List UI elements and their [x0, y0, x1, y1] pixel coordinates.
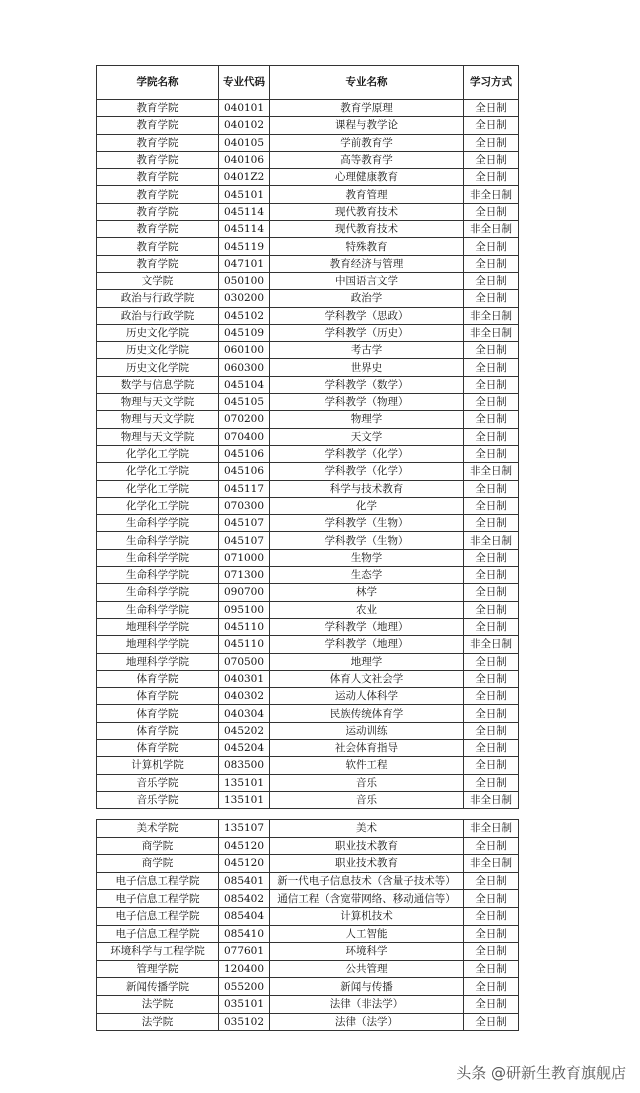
- study-mode-cell: 全日制: [464, 203, 519, 220]
- study-mode-cell: 非全日制: [464, 324, 519, 341]
- college-cell: 地理科学学院: [97, 653, 219, 670]
- study-mode-cell: 全日制: [464, 1013, 519, 1031]
- table-row: [97, 688, 519, 705]
- study-mode-cell: 全日制: [464, 872, 519, 890]
- table-row: [97, 722, 519, 739]
- study-mode-cell: 全日制: [464, 272, 519, 289]
- major-code-cell: 040301: [219, 670, 270, 687]
- major-code-cell: 040102: [219, 117, 270, 134]
- college-cell: 电子信息工程学院: [97, 890, 219, 908]
- college-cell: 化学化工学院: [97, 445, 219, 462]
- college-cell: 物理与天文学院: [97, 428, 219, 445]
- major-code-cell: 045120: [219, 855, 270, 873]
- major-name-cell: 运动训练: [270, 722, 464, 739]
- major-name-cell: 民族传统体育学: [270, 705, 464, 722]
- major-code-cell: 085401: [219, 872, 270, 890]
- table-row: [97, 255, 519, 272]
- major-name-cell: 软件工程: [270, 757, 464, 774]
- study-mode-cell: 全日制: [464, 960, 519, 978]
- study-mode-cell: 全日制: [464, 445, 519, 462]
- table-row: [97, 290, 519, 307]
- table-row: [97, 739, 519, 756]
- study-mode-cell: 全日制: [464, 757, 519, 774]
- major-name-cell: 法律（非法学）: [270, 995, 464, 1013]
- table-row: [97, 515, 519, 532]
- table-row: [97, 272, 519, 289]
- major-code-cell: 045107: [219, 532, 270, 549]
- major-name-cell: 职业技术教育: [270, 855, 464, 873]
- college-cell: 生命科学学院: [97, 601, 219, 618]
- table-header-row: [97, 66, 519, 100]
- major-code-cell: 055200: [219, 978, 270, 996]
- table-row: [97, 925, 519, 943]
- table-row: [97, 584, 519, 601]
- major-name-cell: 音乐: [270, 791, 464, 808]
- header-major-name: 专业名称: [270, 66, 464, 100]
- college-cell: 数学与信息学院: [97, 376, 219, 393]
- college-cell: 音乐学院: [97, 774, 219, 791]
- table-row: [97, 411, 519, 428]
- table-row: [97, 1013, 519, 1031]
- table-row: [97, 203, 519, 220]
- table-row: [97, 532, 519, 549]
- table-row: [97, 636, 519, 653]
- college-cell: 化学化工学院: [97, 463, 219, 480]
- table-row: [97, 394, 519, 411]
- header-college: 学院名称: [97, 66, 219, 100]
- major-code-cell: 085404: [219, 907, 270, 925]
- college-cell: 法学院: [97, 995, 219, 1013]
- college-cell: 教育学院: [97, 255, 219, 272]
- college-cell: 美术学院: [97, 820, 219, 838]
- college-cell: 化学化工学院: [97, 497, 219, 514]
- college-cell: 体育学院: [97, 739, 219, 756]
- major-code-cell: 045202: [219, 722, 270, 739]
- table-row: [97, 480, 519, 497]
- college-cell: 教育学院: [97, 117, 219, 134]
- major-name-cell: 学科教学（生物）: [270, 532, 464, 549]
- table-row: [97, 705, 519, 722]
- major-name-cell: 学前教育学: [270, 134, 464, 151]
- study-mode-cell: 全日制: [464, 837, 519, 855]
- major-name-cell: 学科教学（思政）: [270, 307, 464, 324]
- college-cell: 法学院: [97, 1013, 219, 1031]
- college-cell: 计算机学院: [97, 757, 219, 774]
- major-name-cell: 学科教学（地理）: [270, 618, 464, 635]
- major-name-cell: 环境科学: [270, 943, 464, 961]
- major-name-cell: 通信工程（含宽带网络、移动通信等）: [270, 890, 464, 908]
- table-row: [97, 618, 519, 635]
- major-name-cell: 法律（法学）: [270, 1013, 464, 1031]
- major-name-cell: 中国语言文学: [270, 272, 464, 289]
- table-row: [97, 978, 519, 996]
- study-mode-cell: 非全日制: [464, 820, 519, 838]
- major-name-cell: 公共管理: [270, 960, 464, 978]
- study-mode-cell: 全日制: [464, 907, 519, 925]
- table-row: [97, 342, 519, 359]
- study-mode-cell: 全日制: [464, 238, 519, 255]
- major-code-cell: 060300: [219, 359, 270, 376]
- table-row: [97, 117, 519, 134]
- college-cell: 教育学院: [97, 151, 219, 168]
- table-row: [97, 428, 519, 445]
- table-row: [97, 757, 519, 774]
- study-mode-cell: 全日制: [464, 722, 519, 739]
- college-cell: 商学院: [97, 837, 219, 855]
- major-name-cell: 职业技术教育: [270, 837, 464, 855]
- major-code-cell: 070500: [219, 653, 270, 670]
- major-code-cell: 045110: [219, 618, 270, 635]
- study-mode-cell: 全日制: [464, 925, 519, 943]
- major-code-cell: 045106: [219, 445, 270, 462]
- major-name-cell: 教育管理: [270, 186, 464, 203]
- study-mode-cell: 全日制: [464, 978, 519, 996]
- major-name-cell: 生态学: [270, 567, 464, 584]
- major-code-cell: 071000: [219, 549, 270, 566]
- major-code-cell: 045107: [219, 515, 270, 532]
- study-mode-cell: 全日制: [464, 359, 519, 376]
- major-code-cell: 077601: [219, 943, 270, 961]
- study-mode-cell: 全日制: [464, 995, 519, 1013]
- majors-table-part1: [96, 65, 519, 809]
- table-row: [97, 100, 519, 117]
- major-name-cell: 计算机技术: [270, 907, 464, 925]
- major-name-cell: 课程与教学论: [270, 117, 464, 134]
- study-mode-cell: 全日制: [464, 411, 519, 428]
- table-row: [97, 601, 519, 618]
- table-row: [97, 134, 519, 151]
- major-name-cell: 新一代电子信息技术（含量子技术等）: [270, 872, 464, 890]
- college-cell: 管理学院: [97, 960, 219, 978]
- study-mode-cell: 非全日制: [464, 463, 519, 480]
- college-cell: 教育学院: [97, 238, 219, 255]
- major-name-cell: 化学: [270, 497, 464, 514]
- major-name-cell: 现代教育技术: [270, 203, 464, 220]
- major-name-cell: 学科教学（化学）: [270, 463, 464, 480]
- college-cell: 教育学院: [97, 221, 219, 238]
- study-mode-cell: 全日制: [464, 618, 519, 635]
- major-code-cell: 040302: [219, 688, 270, 705]
- college-cell: 教育学院: [97, 100, 219, 117]
- college-cell: 政治与行政学院: [97, 307, 219, 324]
- study-mode-cell: 全日制: [464, 394, 519, 411]
- major-code-cell: 070400: [219, 428, 270, 445]
- table-row: [97, 943, 519, 961]
- major-code-cell: 070300: [219, 497, 270, 514]
- study-mode-cell: 全日制: [464, 549, 519, 566]
- table-row: [97, 221, 519, 238]
- major-name-cell: 新闻与传播: [270, 978, 464, 996]
- watermark-text: 头条 @研新生教育旗舰店: [456, 1064, 626, 1082]
- college-cell: 文学院: [97, 272, 219, 289]
- study-mode-cell: 全日制: [464, 653, 519, 670]
- majors-table-part2: [96, 819, 519, 1031]
- table-row: [97, 995, 519, 1013]
- major-code-cell: 083500: [219, 757, 270, 774]
- study-mode-cell: 非全日制: [464, 791, 519, 808]
- table-row: [97, 463, 519, 480]
- study-mode-cell: 全日制: [464, 376, 519, 393]
- study-mode-cell: 全日制: [464, 342, 519, 359]
- major-name-cell: 学科教学（数学）: [270, 376, 464, 393]
- study-mode-cell: 全日制: [464, 428, 519, 445]
- major-name-cell: 考古学: [270, 342, 464, 359]
- college-cell: 物理与天文学院: [97, 411, 219, 428]
- college-cell: 体育学院: [97, 705, 219, 722]
- table-row: [97, 359, 519, 376]
- table-row: [97, 497, 519, 514]
- table-row: [97, 872, 519, 890]
- study-mode-cell: 全日制: [464, 601, 519, 618]
- study-mode-cell: 全日制: [464, 497, 519, 514]
- table-row: [97, 445, 519, 462]
- college-cell: 生命科学学院: [97, 549, 219, 566]
- major-code-cell: 045102: [219, 307, 270, 324]
- major-code-cell: 045101: [219, 186, 270, 203]
- major-code-cell: 045114: [219, 203, 270, 220]
- major-name-cell: 学科教学（化学）: [270, 445, 464, 462]
- major-name-cell: 政治学: [270, 290, 464, 307]
- table-row: [97, 820, 519, 838]
- college-cell: 新闻传播学院: [97, 978, 219, 996]
- major-name-cell: 地理学: [270, 653, 464, 670]
- header-study-mode: 学习方式: [464, 66, 519, 100]
- college-cell: 电子信息工程学院: [97, 925, 219, 943]
- college-cell: 体育学院: [97, 722, 219, 739]
- college-cell: 生命科学学院: [97, 584, 219, 601]
- major-code-cell: 071300: [219, 567, 270, 584]
- major-code-cell: 035102: [219, 1013, 270, 1031]
- study-mode-cell: 全日制: [464, 480, 519, 497]
- table-row: [97, 960, 519, 978]
- header-major-code: 专业代码: [219, 66, 270, 100]
- major-name-cell: 音乐: [270, 774, 464, 791]
- study-mode-cell: 全日制: [464, 774, 519, 791]
- table-row: [97, 653, 519, 670]
- table-row: [97, 567, 519, 584]
- college-cell: 化学化工学院: [97, 480, 219, 497]
- major-code-cell: 045119: [219, 238, 270, 255]
- study-mode-cell: 全日制: [464, 584, 519, 601]
- study-mode-cell: 非全日制: [464, 307, 519, 324]
- major-code-cell: 045204: [219, 739, 270, 756]
- major-code-cell: 050100: [219, 272, 270, 289]
- major-code-cell: 040101: [219, 100, 270, 117]
- college-cell: 电子信息工程学院: [97, 907, 219, 925]
- table-row: [97, 837, 519, 855]
- table-row: [97, 238, 519, 255]
- study-mode-cell: 全日制: [464, 890, 519, 908]
- major-name-cell: 人工智能: [270, 925, 464, 943]
- table-row: [97, 324, 519, 341]
- major-code-cell: 030200: [219, 290, 270, 307]
- college-cell: 商学院: [97, 855, 219, 873]
- major-name-cell: 学科教学（生物）: [270, 515, 464, 532]
- college-cell: 物理与天文学院: [97, 394, 219, 411]
- college-cell: 历史文化学院: [97, 324, 219, 341]
- major-code-cell: 135101: [219, 791, 270, 808]
- college-cell: 电子信息工程学院: [97, 872, 219, 890]
- major-name-cell: 生物学: [270, 549, 464, 566]
- study-mode-cell: 非全日制: [464, 186, 519, 203]
- major-code-cell: 045106: [219, 463, 270, 480]
- major-name-cell: 学科教学（地理）: [270, 636, 464, 653]
- major-code-cell: 095100: [219, 601, 270, 618]
- major-code-cell: 070200: [219, 411, 270, 428]
- major-name-cell: 高等教育学: [270, 151, 464, 168]
- major-code-cell: 085402: [219, 890, 270, 908]
- study-mode-cell: 全日制: [464, 943, 519, 961]
- major-code-cell: 045114: [219, 221, 270, 238]
- major-code-cell: 047101: [219, 255, 270, 272]
- table-row: [97, 186, 519, 203]
- college-cell: 地理科学学院: [97, 618, 219, 635]
- table-row: [97, 670, 519, 687]
- college-cell: 生命科学学院: [97, 567, 219, 584]
- table-row: [97, 855, 519, 873]
- table-row: [97, 549, 519, 566]
- study-mode-cell: 非全日制: [464, 221, 519, 238]
- major-name-cell: 物理学: [270, 411, 464, 428]
- study-mode-cell: 非全日制: [464, 532, 519, 549]
- major-name-cell: 社会体育指导: [270, 739, 464, 756]
- major-code-cell: 045117: [219, 480, 270, 497]
- major-code-cell: 035101: [219, 995, 270, 1013]
- major-code-cell: 040106: [219, 151, 270, 168]
- college-cell: 音乐学院: [97, 791, 219, 808]
- college-cell: 历史文化学院: [97, 359, 219, 376]
- major-name-cell: 运动人体科学: [270, 688, 464, 705]
- table-row: [97, 307, 519, 324]
- major-name-cell: 天文学: [270, 428, 464, 445]
- major-name-cell: 现代教育技术: [270, 221, 464, 238]
- major-name-cell: 学科教学（物理）: [270, 394, 464, 411]
- college-cell: 政治与行政学院: [97, 290, 219, 307]
- college-cell: 体育学院: [97, 670, 219, 687]
- study-mode-cell: 全日制: [464, 290, 519, 307]
- major-code-cell: 085410: [219, 925, 270, 943]
- major-code-cell: 090700: [219, 584, 270, 601]
- table-row: [97, 890, 519, 908]
- study-mode-cell: 全日制: [464, 705, 519, 722]
- major-name-cell: 科学与技术教育: [270, 480, 464, 497]
- table-row: [97, 151, 519, 168]
- college-cell: 环境科学与工程学院: [97, 943, 219, 961]
- major-code-cell: 045120: [219, 837, 270, 855]
- major-name-cell: 学科教学（历史）: [270, 324, 464, 341]
- study-mode-cell: 全日制: [464, 739, 519, 756]
- major-code-cell: 135107: [219, 820, 270, 838]
- major-code-cell: 0401Z2: [219, 169, 270, 186]
- major-name-cell: 林学: [270, 584, 464, 601]
- major-name-cell: 体育人文社会学: [270, 670, 464, 687]
- college-cell: 体育学院: [97, 688, 219, 705]
- major-code-cell: 045104: [219, 376, 270, 393]
- table-row: [97, 774, 519, 791]
- college-cell: 教育学院: [97, 169, 219, 186]
- college-cell: 教育学院: [97, 186, 219, 203]
- major-code-cell: 060100: [219, 342, 270, 359]
- table-row: [97, 907, 519, 925]
- major-name-cell: 美术: [270, 820, 464, 838]
- table-row: [97, 169, 519, 186]
- major-name-cell: 农业: [270, 601, 464, 618]
- major-name-cell: 教育经济与管理: [270, 255, 464, 272]
- study-mode-cell: 全日制: [464, 151, 519, 168]
- table-row: [97, 376, 519, 393]
- major-code-cell: 040304: [219, 705, 270, 722]
- study-mode-cell: 全日制: [464, 117, 519, 134]
- major-name-cell: 特殊教育: [270, 238, 464, 255]
- major-code-cell: 045105: [219, 394, 270, 411]
- major-name-cell: 心理健康教育: [270, 169, 464, 186]
- study-mode-cell: 全日制: [464, 567, 519, 584]
- college-cell: 历史文化学院: [97, 342, 219, 359]
- study-mode-cell: 非全日制: [464, 855, 519, 873]
- study-mode-cell: 全日制: [464, 255, 519, 272]
- study-mode-cell: 全日制: [464, 169, 519, 186]
- college-cell: 教育学院: [97, 134, 219, 151]
- college-cell: 教育学院: [97, 203, 219, 220]
- college-cell: 地理科学学院: [97, 636, 219, 653]
- major-code-cell: 120400: [219, 960, 270, 978]
- study-mode-cell: 全日制: [464, 688, 519, 705]
- major-code-cell: 135101: [219, 774, 270, 791]
- study-mode-cell: 全日制: [464, 515, 519, 532]
- college-cell: 生命科学学院: [97, 532, 219, 549]
- major-name-cell: 世界史: [270, 359, 464, 376]
- study-mode-cell: 非全日制: [464, 636, 519, 653]
- major-code-cell: 045110: [219, 636, 270, 653]
- study-mode-cell: 全日制: [464, 100, 519, 117]
- table-row: [97, 791, 519, 808]
- college-cell: 生命科学学院: [97, 515, 219, 532]
- major-code-cell: 045109: [219, 324, 270, 341]
- study-mode-cell: 全日制: [464, 670, 519, 687]
- major-code-cell: 040105: [219, 134, 270, 151]
- study-mode-cell: 全日制: [464, 134, 519, 151]
- major-name-cell: 教育学原理: [270, 100, 464, 117]
